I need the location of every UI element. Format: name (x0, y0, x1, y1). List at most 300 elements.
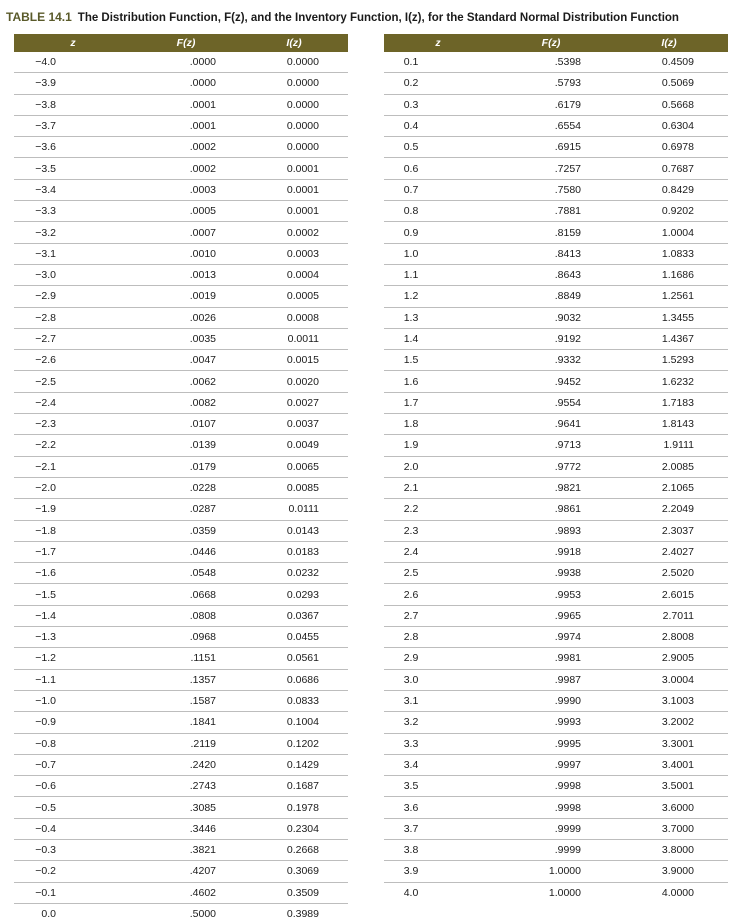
cell-z (384, 839, 492, 860)
cell-fz-value: .0001 (189, 98, 216, 111)
cell-z-value: 3.8 (403, 844, 419, 857)
cell-fz-value: .0010 (189, 247, 216, 260)
table-row (384, 499, 728, 520)
table-row (384, 243, 728, 264)
cell-iz-value: 0.0003 (286, 247, 319, 260)
cell-iz (610, 861, 728, 882)
cell-iz-value: 0.0011 (287, 333, 319, 345)
table-row (384, 584, 728, 605)
cell-z-value: 2.4 (403, 545, 419, 558)
cell-fz (492, 392, 610, 413)
cell-fz (492, 861, 610, 882)
cell-fz (492, 115, 610, 136)
cell-iz-value: 1.1686 (661, 269, 694, 282)
cell-iz (610, 137, 728, 158)
cell-fz-value: .0007 (189, 226, 216, 239)
cell-iz (610, 776, 728, 797)
cell-fz-value: .9990 (554, 695, 581, 708)
table-row (14, 52, 348, 73)
table-row (14, 669, 348, 690)
cell-z-value: −4.0 (35, 56, 56, 69)
cell-iz (610, 435, 728, 456)
table-row (14, 286, 348, 307)
cell-fz-value: .8643 (554, 269, 581, 282)
cell-fz-value: .0139 (189, 439, 216, 452)
cell-fz-value: .0287 (189, 503, 216, 516)
cell-fz-value: .2420 (189, 758, 216, 771)
cell-iz-value: 1.0833 (661, 247, 694, 260)
cell-iz-value: 0.0293 (286, 588, 319, 601)
cell-fz (132, 627, 240, 648)
cell-z-value: −0.9 (35, 716, 56, 729)
cell-iz (610, 818, 728, 839)
cell-iz-value: 0.0143 (286, 524, 319, 537)
cell-iz-value: 0.1687 (286, 780, 319, 793)
cell-fz (492, 350, 610, 371)
table-row (14, 73, 348, 94)
table-row (384, 818, 728, 839)
cell-fz-value: .0548 (189, 567, 216, 580)
cell-fz-value: 1.0000 (548, 865, 581, 878)
cell-fz (132, 648, 240, 669)
cell-fz (492, 563, 610, 584)
cell-z (14, 456, 132, 477)
column-header-fz: F(z) (492, 34, 610, 52)
cell-z-value: −2.1 (35, 460, 56, 473)
cell-fz-value: .1357 (189, 673, 216, 686)
cell-iz (610, 328, 728, 349)
cell-fz (132, 307, 240, 328)
cell-iz (240, 179, 348, 200)
table-row (14, 371, 348, 392)
cell-iz-value: 0.0000 (286, 120, 319, 133)
column-header-z: z (384, 34, 492, 52)
cell-fz (132, 52, 240, 73)
cell-z-value: 1.5 (403, 354, 419, 367)
cell-iz-value: 0.0001 (286, 162, 319, 175)
cell-iz (240, 605, 348, 626)
cell-iz (240, 264, 348, 285)
cell-z-value: 3.7 (403, 822, 419, 835)
cell-iz-value: 1.4367 (661, 333, 694, 345)
cell-iz (610, 414, 728, 435)
cell-iz-value: 2.8008 (661, 631, 694, 644)
table-row (14, 94, 348, 115)
table-row (384, 350, 728, 371)
cell-fz-value: .2743 (189, 780, 216, 793)
table-row (14, 222, 348, 243)
cell-iz-value: 3.6000 (661, 801, 694, 814)
table-row (14, 903, 348, 924)
cell-z (14, 669, 132, 690)
cell-z-value: −3.1 (35, 247, 56, 260)
cell-iz-value: 0.0455 (286, 631, 319, 644)
cell-iz-value: 1.9111 (663, 439, 694, 452)
cell-z-value: 0.5 (403, 141, 419, 154)
table-row (384, 477, 728, 498)
cell-iz (240, 861, 348, 882)
cell-iz-value: 0.0000 (286, 56, 319, 69)
cell-z-value: 0.3 (403, 98, 419, 111)
cell-fz (132, 350, 240, 371)
cell-z-value: 1.9 (403, 439, 419, 452)
cell-iz-value: 0.0049 (286, 439, 319, 452)
cell-fz-value: .9965 (554, 609, 581, 622)
table-row (384, 563, 728, 584)
cell-z (384, 690, 492, 711)
cell-z-value: 4.0 (403, 886, 419, 899)
cell-iz (240, 627, 348, 648)
cell-iz (610, 243, 728, 264)
cell-fz (132, 179, 240, 200)
cell-fz-value: .7881 (554, 205, 581, 218)
table-row (14, 648, 348, 669)
cell-z-value: 3.9 (403, 865, 419, 878)
cell-z (384, 605, 492, 626)
table-caption (6, 10, 679, 24)
cell-fz-value: .9993 (554, 716, 581, 729)
cell-fz-value: .9997 (554, 758, 581, 771)
cell-fz (132, 690, 240, 711)
cell-z (14, 861, 132, 882)
table-row (14, 776, 348, 797)
cell-iz (240, 328, 348, 349)
cell-z (14, 179, 132, 200)
cell-z (384, 222, 492, 243)
cell-iz (610, 584, 728, 605)
cell-iz-value: 0.5668 (661, 98, 694, 111)
cell-fz (492, 328, 610, 349)
cell-fz-value: .0668 (189, 588, 216, 601)
cell-fz-value: .8159 (554, 226, 581, 239)
cell-fz (492, 222, 610, 243)
cell-z-value: −3.9 (35, 77, 56, 90)
cell-iz (610, 158, 728, 179)
cell-fz-value: .5000 (189, 908, 216, 921)
cell-fz (492, 286, 610, 307)
cell-iz-value: 3.1003 (661, 695, 694, 708)
table-row (14, 499, 348, 520)
cell-fz-value: .4602 (189, 886, 216, 899)
cell-iz (240, 477, 348, 498)
cell-iz-value: 0.1978 (286, 801, 319, 814)
cell-z (384, 52, 492, 73)
cell-z-value: −2.4 (35, 396, 56, 409)
cell-iz (610, 52, 728, 73)
cell-fz-value: .9953 (554, 588, 581, 601)
cell-iz (610, 115, 728, 136)
cell-z-value: −3.6 (35, 141, 56, 154)
cell-z (384, 94, 492, 115)
cell-fz-value: .6179 (554, 98, 581, 111)
table-row (14, 179, 348, 200)
cell-z-value: −0.1 (35, 886, 56, 899)
cell-fz (492, 776, 610, 797)
cell-iz (240, 94, 348, 115)
cell-iz (610, 797, 728, 818)
cell-fz (132, 371, 240, 392)
cell-z-value: −0.2 (35, 865, 56, 878)
table-row (384, 776, 728, 797)
table-row (384, 669, 728, 690)
cell-z (14, 435, 132, 456)
cell-z-value: −1.3 (35, 631, 56, 644)
cell-fz-value: .1587 (189, 695, 216, 708)
cell-z-value: −1.2 (35, 652, 56, 665)
cell-fz-value: .0446 (189, 545, 216, 558)
cell-iz-value: 0.0000 (286, 141, 319, 154)
cell-z (14, 307, 132, 328)
cell-fz-value: .9893 (554, 524, 581, 537)
cell-fz (492, 712, 610, 733)
right-table-header-row (384, 34, 728, 52)
cell-fz (492, 435, 610, 456)
cell-fz (132, 712, 240, 733)
cell-z-value: −1.1 (35, 673, 56, 686)
cell-z-value: 2.5 (403, 567, 419, 580)
cell-z (14, 158, 132, 179)
cell-z (14, 712, 132, 733)
cell-fz (132, 669, 240, 690)
table-row (14, 243, 348, 264)
cell-iz-value: 0.1004 (286, 716, 319, 729)
cell-z (384, 179, 492, 200)
table-row (384, 179, 728, 200)
cell-z-value: 3.6 (403, 801, 419, 814)
cell-iz (610, 264, 728, 285)
cell-iz (240, 222, 348, 243)
cell-iz-value: 3.0004 (661, 673, 694, 686)
cell-iz-value: 0.6304 (661, 120, 694, 133)
cell-fz-value: .9918 (554, 545, 581, 558)
table-row (14, 392, 348, 413)
cell-iz (240, 797, 348, 818)
cell-fz (132, 73, 240, 94)
cell-z-value: 2.6 (403, 588, 419, 601)
cell-fz-value: .0003 (189, 183, 216, 196)
cell-z (384, 818, 492, 839)
cell-fz (492, 541, 610, 562)
table-row (384, 73, 728, 94)
table-row (14, 414, 348, 435)
table-row (384, 754, 728, 775)
cell-z (14, 94, 132, 115)
cell-z-value: 0.7 (403, 183, 419, 196)
table-row (384, 115, 728, 136)
cell-iz (610, 605, 728, 626)
cell-z-value: 3.1 (403, 695, 419, 708)
cell-z (384, 264, 492, 285)
cell-z (384, 286, 492, 307)
cell-iz-value: 0.2304 (286, 822, 319, 835)
cell-fz (132, 839, 240, 860)
table-row (14, 456, 348, 477)
cell-z (14, 839, 132, 860)
cell-z-value: 0.0 (41, 908, 56, 921)
cell-fz (132, 158, 240, 179)
table-row (14, 350, 348, 371)
left-table-body (14, 52, 348, 924)
cell-z-value: 2.8 (403, 631, 419, 644)
table-row (384, 137, 728, 158)
cell-iz-value: 2.7011 (662, 609, 694, 622)
cell-fz (492, 414, 610, 435)
cell-fz (492, 499, 610, 520)
cell-fz-value: .0808 (189, 609, 216, 622)
table-row (384, 94, 728, 115)
left-table-header-row (14, 34, 348, 52)
cell-fz (132, 584, 240, 605)
cell-iz (610, 94, 728, 115)
cell-iz-value: 3.4001 (661, 758, 694, 771)
cell-fz-value: .7580 (554, 183, 581, 196)
cell-fz (492, 94, 610, 115)
cell-z-value: 3.2 (403, 716, 419, 729)
cell-z (384, 669, 492, 690)
cell-iz (240, 903, 348, 924)
cell-z-value: −2.0 (35, 482, 56, 495)
cell-z-value: −3.7 (35, 120, 56, 133)
cell-fz-value: .1841 (189, 716, 216, 729)
cell-fz-value: .9332 (554, 354, 581, 367)
cell-z-value: −1.9 (35, 503, 56, 516)
cell-iz (610, 563, 728, 584)
cell-z-value: 3.3 (403, 737, 419, 750)
cell-z (384, 435, 492, 456)
cell-iz-value: 3.2002 (661, 716, 694, 729)
left-table (14, 34, 348, 924)
cell-iz-value: 0.0015 (286, 354, 319, 367)
cell-fz (492, 584, 610, 605)
cell-fz-value: .0359 (189, 524, 216, 537)
cell-fz (492, 477, 610, 498)
cell-fz (132, 94, 240, 115)
cell-iz-value: 2.2049 (661, 503, 694, 516)
cell-fz-value: .3085 (189, 801, 216, 814)
table-row (14, 882, 348, 903)
table-row (384, 541, 728, 562)
cell-fz (492, 179, 610, 200)
cell-iz-value: 0.0000 (286, 77, 319, 90)
table-row (14, 115, 348, 136)
cell-fz-value: .9772 (554, 460, 581, 473)
cell-fz (132, 286, 240, 307)
cell-iz (240, 137, 348, 158)
cell-iz-value: 1.7183 (661, 396, 694, 409)
cell-fz-value: .9452 (554, 375, 581, 388)
table-row (14, 477, 348, 498)
cell-iz-value: 0.3509 (286, 886, 319, 899)
cell-z-value: −3.5 (35, 162, 56, 175)
cell-iz-value: 0.3989 (286, 908, 319, 921)
cell-fz (132, 520, 240, 541)
cell-z-value: 3.4 (403, 758, 419, 771)
cell-fz-value: .0062 (189, 375, 216, 388)
cell-iz (610, 73, 728, 94)
cell-iz-value: 0.0005 (286, 290, 319, 303)
cell-fz (492, 797, 610, 818)
table-row (384, 222, 728, 243)
table-row (14, 435, 348, 456)
cell-z (14, 605, 132, 626)
cell-z (14, 563, 132, 584)
table-row (14, 137, 348, 158)
cell-fz-value: .6554 (554, 120, 581, 133)
cell-z-value: −0.7 (35, 758, 56, 771)
cell-z (14, 392, 132, 413)
table-row (14, 839, 348, 860)
cell-fz (132, 222, 240, 243)
cell-iz-value: 0.0833 (286, 695, 319, 708)
table-title: The Distribution Function, F(z), and the Inventory Function, I(z), for the Standard Normal Distribution Function (77, 12, 679, 24)
cell-z (384, 477, 492, 498)
cell-fz (492, 243, 610, 264)
column-header-fz: F(z) (132, 34, 240, 52)
cell-fz (132, 541, 240, 562)
cell-fz-value: .9998 (554, 780, 581, 793)
cell-fz-value: .0228 (189, 482, 216, 495)
cell-iz-value: 0.1429 (286, 758, 319, 771)
cell-iz-value: 0.0232 (286, 567, 319, 580)
cell-z-value: 2.3 (403, 524, 419, 537)
cell-z-value: −3.4 (35, 183, 56, 196)
cell-z (14, 264, 132, 285)
table-row (14, 158, 348, 179)
cell-iz (610, 201, 728, 222)
cell-fz (492, 818, 610, 839)
right-table-body (384, 52, 728, 903)
cell-iz-value: 0.4509 (661, 56, 694, 69)
cell-fz (492, 307, 610, 328)
table-row (14, 627, 348, 648)
cell-iz-value: 2.6015 (661, 588, 694, 601)
table-row (384, 839, 728, 860)
cell-fz-value: .9998 (554, 801, 581, 814)
cell-iz-value: 0.0020 (286, 375, 319, 388)
cell-fz-value: .9641 (554, 418, 581, 431)
table-row (14, 690, 348, 711)
cell-iz (240, 307, 348, 328)
cell-z (384, 520, 492, 541)
cell-z-value: 0.1 (403, 56, 419, 69)
cell-z (384, 456, 492, 477)
table-row (14, 712, 348, 733)
cell-iz-value: 0.1202 (286, 737, 319, 750)
cell-z-value: 0.2 (403, 77, 419, 90)
cell-iz-value: 0.0037 (286, 418, 319, 431)
cell-z (384, 861, 492, 882)
cell-iz-value: 2.9005 (661, 652, 694, 665)
cell-z (14, 818, 132, 839)
cell-iz (610, 179, 728, 200)
cell-fz (132, 328, 240, 349)
cell-iz-value: 3.3001 (661, 737, 694, 750)
cell-z (384, 797, 492, 818)
cell-iz-value: 0.7687 (661, 162, 694, 175)
cell-iz-value: 0.9202 (661, 205, 694, 218)
cell-iz (610, 669, 728, 690)
cell-z-value: 1.3 (403, 311, 419, 324)
table-row (384, 882, 728, 903)
cell-fz (492, 882, 610, 903)
table-row (14, 307, 348, 328)
cell-fz (132, 201, 240, 222)
cell-z (14, 733, 132, 754)
cell-iz-value: 1.0004 (661, 226, 694, 239)
cell-z (14, 115, 132, 136)
cell-z (384, 627, 492, 648)
cell-z (14, 627, 132, 648)
